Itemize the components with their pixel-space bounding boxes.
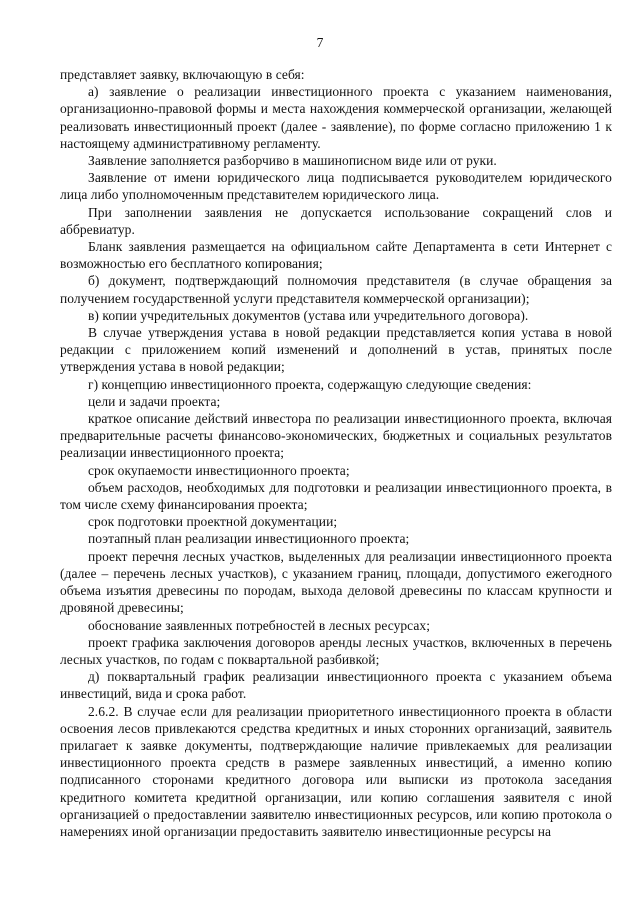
- paragraph-6: б) документ, подтверждающий полномочия представителя (в случае обращения за получением государственной услуги представителя коммерческой организации);: [60, 273, 612, 306]
- paragraph-11: краткое описание действий инвестора по реализации инвестиционного проекта, включая предварительные расчеты финансово-экономических, бюджетных и социальных результатов реализации инвестиционного проекта;: [60, 411, 612, 461]
- paragraph-8: В случае утверждения устава в новой редакции представляется копия устава в новой редакции с приложением копий изменений и дополнений в устав, принятых после утверждения устава в новой редакции;: [60, 325, 612, 375]
- paragraph-20: 2.6.2. В случае если для реализации приоритетного инвестиционного проекта в области освоения лесов привлекаются средства кредитных и иных сторонних организаций, заявитель прилагает к заявке документы, подтверждающие наличие привлекаемых для реализации инвестиционного проекта средств в размере заявленных инвестиций, а именно копию подписанного сторонами кредитного договора или выписки из протокола заседания кредитного комитета кредитной организации, или копию соглашения заявителя с иной организацией о предоставлении заявителю инвестиционных ресурсов, или копию протокола о намерениях иной организации предоставить заявителю инвестиционные ресурсы на: [60, 703, 612, 839]
- paragraph-17: обоснование заявленных потребностей в лесных ресурсах;: [88, 617, 431, 633]
- paragraph-12: срок окупаемости инвестиционного проекта;: [88, 462, 350, 478]
- paragraph-16: проект перечня лесных участков, выделенных для реализации инвестиционного проекта (далее – перечень лесных участков), с указанием границ, площади, допустимого ежегодного объема изъятия древесины по породам, выхода деловой древесины по классам крупности и дровяной древесины;: [60, 548, 612, 616]
- paragraph-0: представляет заявку, включающую в себя:: [60, 67, 305, 82]
- paragraph-19: д) поквартальный график реализации инвестиционного проекта с указанием объема инвестиций, вида и срока работ.: [60, 669, 612, 702]
- paragraph-7: в) копии учредительных документов (устава или учредительного договора).: [88, 307, 529, 323]
- page-number: 7: [316, 35, 324, 50]
- paragraph-10: цели и задачи проекта;: [88, 393, 221, 409]
- paragraph-2: Заявление заполняется разборчиво в машинописном виде или от руки.: [88, 153, 497, 169]
- paragraph-15: поэтапный план реализации инвестиционного проекта;: [88, 531, 410, 547]
- paragraph-18: проект графика заключения договоров аренды лесных участков, включенных в перечень лесных участков, по годам с поквартальной разбивкой;: [60, 634, 612, 667]
- paragraph-4: При заполнении заявления не допускается использование сокращений слов и аббревиатур.: [60, 204, 612, 237]
- paragraph-1: а) заявление о реализации инвестиционного проекта с указанием наименования, организационно-правовой формы и места нахождения коммерческой организации, желающей реализовать инвестиционный проект (далее - заявление), по форме согласно приложению 1 к настоящему административному регламенту.: [60, 84, 612, 151]
- paragraph-14: срок подготовки проектной документации;: [88, 514, 338, 530]
- paragraph-3: Заявление от имени юридического лица подписывается руководителем юридического лица либо уполномоченным представителем юридического лица.: [60, 170, 612, 203]
- document-body: [60, 66, 612, 840]
- paragraph-13: объем расходов, необходимых для подготовки и реализации инвестиционного проекта, в том числе схему финансирования проекта;: [60, 479, 612, 513]
- paragraph-9: г) концепцию инвестиционного проекта, содержащую следующие сведения:: [88, 376, 532, 392]
- paragraph-5: Бланк заявления размещается на официальном сайте Департамента в сети Интернет с возможностью его бесплатного копирования;: [60, 239, 612, 272]
